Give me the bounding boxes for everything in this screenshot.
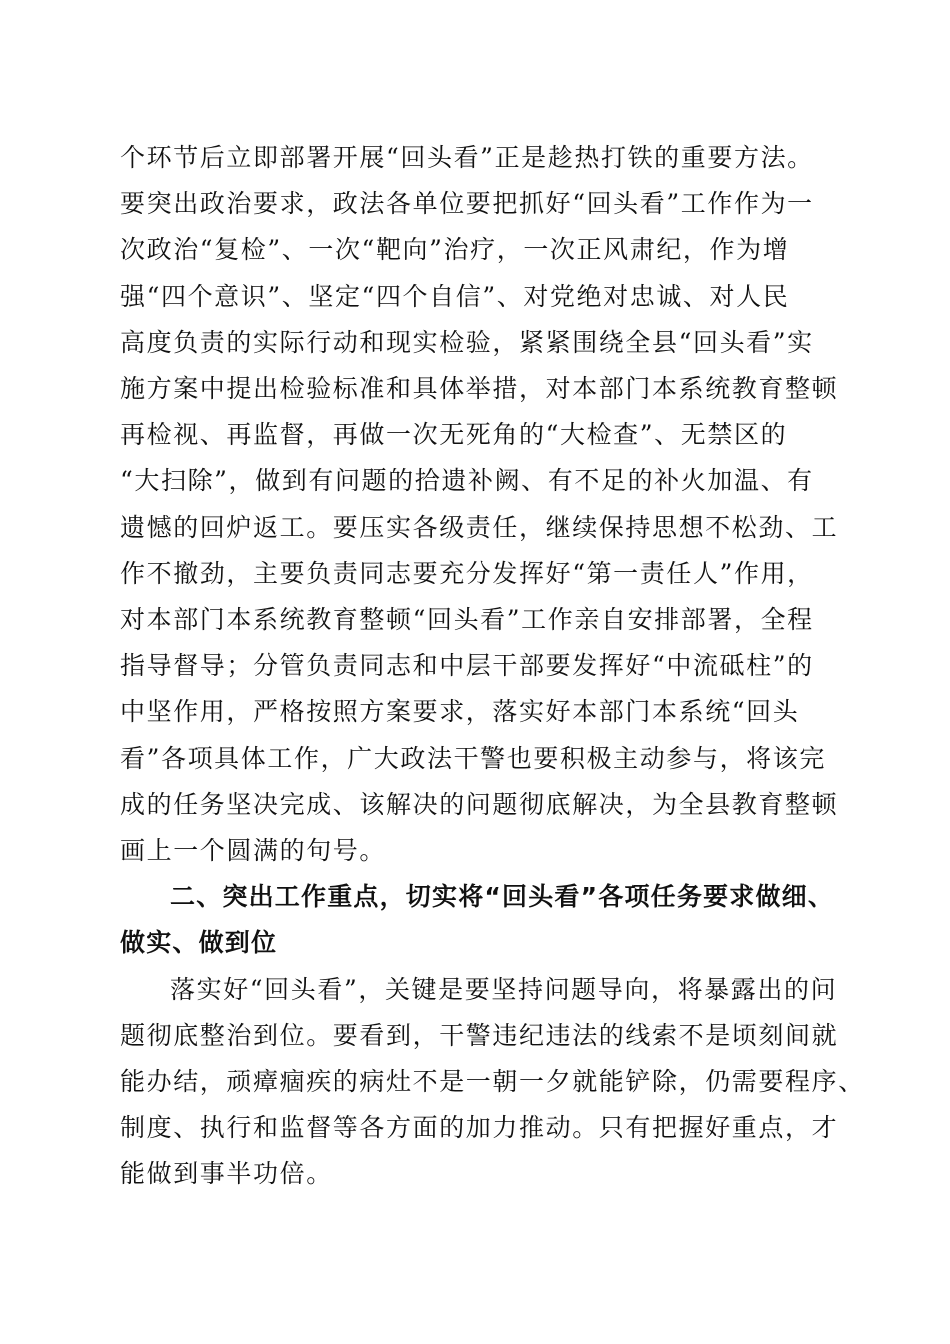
text-line: 施方案中提出检验标准和具体举措，对本部门本系统教育整顿	[120, 374, 839, 404]
text-line: 高度负责的实际行动和现实检验，紧紧围绕全县“回头看”实	[120, 327, 814, 357]
text-line: “大扫除”，做到有问题的拾遗补阙、有不足的补火加温、有	[120, 466, 814, 496]
heading-line: 做实、做到位	[120, 928, 278, 958]
body-paragraph-3	[120, 967, 865, 1198]
text-line: 成的任务坚决完成、该解决的问题彻底解决，为全县教育整顿	[120, 789, 839, 819]
text-line: 指导督导；分管负责同志和中层干部要发挥好“中流砥柱”的	[120, 651, 814, 681]
text-line: 个环节后立即部署开展“回头看”正是趁热打铁的重要方法。	[120, 143, 814, 172]
heading-line: 二、突出工作重点，切实将“回头看”各项任务要求做细、	[170, 882, 835, 912]
text-line: 制度、执行和监督等各方面的加力推动。只有把握好重点，才	[120, 1113, 839, 1143]
text-line: 再检视、再监督，再做一次无死角的“大检查”、无禁区的	[120, 420, 788, 450]
text-line: 落实好“回头看”，关键是要坚持问题导向，将暴露出的问	[170, 974, 838, 1004]
text-line: 次政治“复检”、一次“靶向”治疗，一次正风肃纪，作为增	[120, 235, 790, 265]
text-line: 强“四个意识”、坚定“四个自信”、对党绝对忠诚、对人民	[120, 281, 790, 311]
text-line: 能办结，顽瘴痼疾的病灶不是一朝一夕就能铲除，仍需要程序、	[120, 1067, 865, 1097]
text-line: 看”各项具体工作，广大政法干警也要积极主动参与，将该完	[120, 743, 826, 773]
text-line: 画上一个圆满的句号。	[120, 836, 387, 866]
text-line: 能做到事半功倍。	[120, 1159, 333, 1189]
section-heading-2	[120, 874, 840, 966]
text-line: 中坚作用，严格按照方案要求，落实好本部门本系统“回头	[120, 697, 800, 727]
text-line: 题彻底整治到位。要看到，干警违纪违法的线索不是顷刻间就	[120, 1020, 839, 1050]
text-line: 对本部门本系统教育整顿“回头看”工作亲自安排部署，全程	[120, 605, 814, 635]
text-line: 作不撤劲，主要负责同志要充分发挥好“第一责任人”作用，	[120, 558, 814, 588]
document-page	[120, 135, 865, 1198]
text-line: 遗憾的回炉返工。要压实各级责任，继续保持思想不松劲、工	[120, 512, 839, 542]
body-paragraph-1	[120, 135, 840, 874]
text-line: 要突出政治要求，政法各单位要把抓好“回头看”工作作为一	[120, 189, 814, 219]
